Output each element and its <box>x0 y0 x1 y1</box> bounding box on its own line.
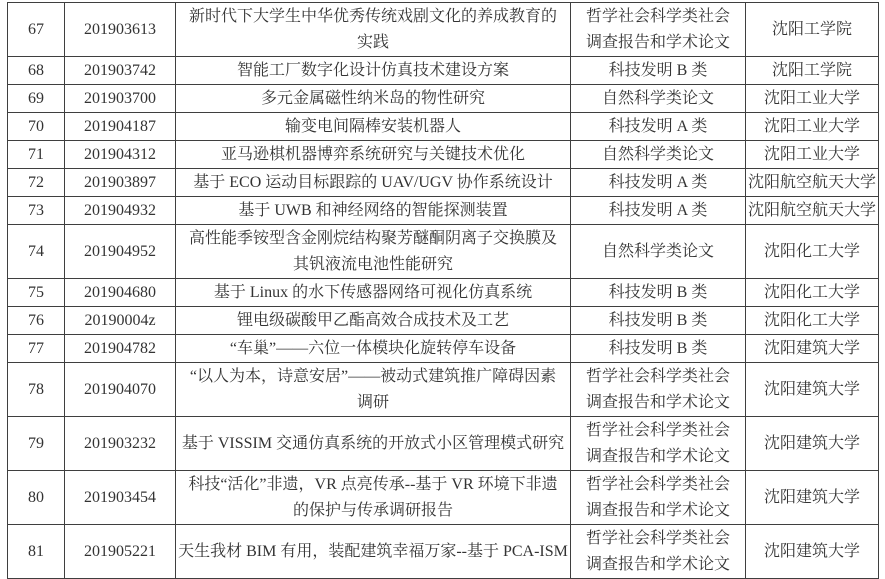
project-title-cell <box>176 417 571 470</box>
text-line: 科技发明 B 类 <box>608 339 708 357</box>
table-row <box>8 279 878 307</box>
text-line: 201904680 <box>84 283 156 301</box>
text-line: 68 <box>28 61 44 79</box>
text-line: 20190004z <box>84 311 156 329</box>
text-line: 201903897 <box>84 173 156 191</box>
project-title-cell <box>176 307 571 334</box>
text-line: 沈阳工学院 <box>771 20 852 38</box>
text-line: 哲学社会科学类社会 <box>585 367 730 385</box>
text-line: 201903742 <box>84 61 156 79</box>
serial-number-cell <box>8 3 65 56</box>
text-line: 科技发明 A 类 <box>608 117 708 135</box>
text-line: 沈阳工业大学 <box>763 145 860 163</box>
project-title-cell <box>176 197 571 224</box>
text-line: 201905221 <box>84 542 156 560</box>
university-cell <box>746 197 878 224</box>
text-line: 实践 <box>356 33 389 51</box>
project-title-cell <box>176 169 571 196</box>
text-line: 调查报告和学术论文 <box>585 501 730 519</box>
project-title-cell <box>176 471 571 524</box>
text-line: 201904070 <box>84 380 156 398</box>
university-cell <box>746 57 878 84</box>
table-row <box>8 3 878 57</box>
project-id-cell <box>65 363 176 416</box>
award-category-cell <box>571 279 746 306</box>
project-id-cell <box>65 471 176 524</box>
text-line: 哲学社会科学类社会 <box>585 421 730 439</box>
project-title-cell <box>176 525 571 578</box>
project-id-cell <box>65 197 176 224</box>
university-cell <box>746 471 878 524</box>
project-title-cell <box>176 113 571 140</box>
university-cell <box>746 307 878 334</box>
text-line: 哲学社会科学类社会 <box>585 529 730 547</box>
text-line: 沈阳化工大学 <box>763 283 860 301</box>
project-title-cell <box>176 85 571 112</box>
serial-number-cell <box>8 363 65 416</box>
text-line: 多元金属磁性纳米岛的物性研究 <box>260 89 485 107</box>
text-line: 沈阳航空航天大学 <box>747 201 876 219</box>
text-line: 基于 ECO 运动目标跟踪的 UAV/UGV 协作系统设计 <box>193 173 553 191</box>
award-category-cell <box>571 141 746 168</box>
text-line: 其钒液流电池性能研究 <box>292 255 453 273</box>
serial-number-cell <box>8 57 65 84</box>
text-line: 调查报告和学术论文 <box>585 33 730 51</box>
table-row <box>8 335 878 363</box>
table-row <box>8 307 878 335</box>
project-title-cell <box>176 57 571 84</box>
text-line: 科技“活化”非遗，VR 点亮传承--基于 VR 环境下非遗 <box>188 475 558 493</box>
text-line: 沈阳工业大学 <box>763 89 860 107</box>
text-line: 调查报告和学术论文 <box>585 447 730 465</box>
serial-number-cell <box>8 225 65 278</box>
table-row <box>8 85 878 113</box>
text-line: 70 <box>28 117 44 135</box>
award-category-cell <box>571 85 746 112</box>
text-line: 74 <box>28 242 44 260</box>
table-row <box>8 197 878 225</box>
project-title-cell <box>176 225 571 278</box>
text-line: 科技发明 A 类 <box>608 201 708 219</box>
serial-number-cell <box>8 85 65 112</box>
projects-table <box>7 2 879 579</box>
table-row <box>8 113 878 141</box>
text-line: 基于 Linux 的水下传感器网络可视化仿真系统 <box>213 283 533 301</box>
text-line: 沈阳建筑大学 <box>763 434 860 452</box>
text-line: 新时代下大学生中华优秀传统戏剧文化的养成教育的 <box>188 7 557 25</box>
project-id-cell <box>65 417 176 470</box>
text-line: 输变电间隔棒安装机器人 <box>284 117 461 135</box>
project-id-cell <box>65 279 176 306</box>
project-id-cell <box>65 3 176 56</box>
serial-number-cell <box>8 113 65 140</box>
project-id-cell <box>65 307 176 334</box>
text-line: 77 <box>28 339 44 357</box>
university-cell <box>746 169 878 196</box>
text-line: 201904312 <box>84 145 156 163</box>
text-line: 75 <box>28 283 44 301</box>
serial-number-cell <box>8 169 65 196</box>
text-line: 201904782 <box>84 339 156 357</box>
university-cell <box>746 141 878 168</box>
text-line: 201903232 <box>84 434 156 452</box>
text-line: 自然科学类论文 <box>601 242 714 260</box>
project-id-cell <box>65 225 176 278</box>
project-id-cell <box>65 85 176 112</box>
text-line: 科技发明 B 类 <box>608 311 708 329</box>
table-row <box>8 525 878 579</box>
text-line: 沈阳建筑大学 <box>763 542 860 560</box>
award-category-cell <box>571 471 746 524</box>
serial-number-cell <box>8 471 65 524</box>
table-row <box>8 141 878 169</box>
award-category-cell <box>571 169 746 196</box>
text-line: 哲学社会科学类社会 <box>585 7 730 25</box>
text-line: 76 <box>28 311 44 329</box>
text-line: 201904952 <box>84 242 156 260</box>
serial-number-cell <box>8 417 65 470</box>
serial-number-cell <box>8 525 65 578</box>
text-line: 80 <box>28 488 44 506</box>
project-id-cell <box>65 141 176 168</box>
university-cell <box>746 225 878 278</box>
text-line: 72 <box>28 173 44 191</box>
text-line: 天生我材 BIM 有用，装配建筑幸福万家--基于 PCA-ISM <box>178 542 568 560</box>
table-row <box>8 225 878 279</box>
text-line: 沈阳化工大学 <box>763 311 860 329</box>
text-line: “以人为本，诗意安居”——被动式建筑推广障碍因素 <box>189 367 557 385</box>
serial-number-cell <box>8 307 65 334</box>
text-line: 的保护与传承调研报告 <box>292 501 453 519</box>
award-category-cell <box>571 113 746 140</box>
text-line: 73 <box>28 201 44 219</box>
project-id-cell <box>65 335 176 362</box>
text-line: 79 <box>28 434 44 452</box>
text-line: 201903700 <box>84 89 156 107</box>
university-cell <box>746 3 878 56</box>
university-cell <box>746 417 878 470</box>
award-category-cell <box>571 225 746 278</box>
text-line: 81 <box>28 542 44 560</box>
text-line: 锂电级碳酸甲乙酯高效合成技术及工艺 <box>236 311 509 329</box>
project-title-cell <box>176 363 571 416</box>
award-category-cell <box>571 335 746 362</box>
text-line: 哲学社会科学类社会 <box>585 475 730 493</box>
serial-number-cell <box>8 279 65 306</box>
text-line: 调查报告和学术论文 <box>585 393 730 411</box>
text-line: 201904932 <box>84 201 156 219</box>
university-cell <box>746 113 878 140</box>
text-line: 201903454 <box>84 488 156 506</box>
serial-number-cell <box>8 335 65 362</box>
project-id-cell <box>65 113 176 140</box>
text-line: 69 <box>28 89 44 107</box>
table-row <box>8 57 878 85</box>
table-row <box>8 169 878 197</box>
text-line: 基于 VISSIM 交通仿真系统的开放式小区管理模式研究 <box>181 434 565 452</box>
project-id-cell <box>65 525 176 578</box>
project-title-cell <box>176 3 571 56</box>
text-line: 201903613 <box>84 20 156 38</box>
text-line: 科技发明 B 类 <box>608 61 708 79</box>
project-title-cell <box>176 335 571 362</box>
text-line: 沈阳工业大学 <box>763 117 860 135</box>
text-line: “车巢”——六位一体模块化旋转停车设备 <box>229 339 517 357</box>
award-category-cell <box>571 197 746 224</box>
text-line: 自然科学类论文 <box>601 145 714 163</box>
project-title-cell <box>176 279 571 306</box>
text-line: 沈阳建筑大学 <box>763 380 860 398</box>
text-line: 67 <box>28 20 44 38</box>
university-cell <box>746 279 878 306</box>
text-line: 智能工厂数字化设计仿真技术建设方案 <box>236 61 509 79</box>
university-cell <box>746 363 878 416</box>
text-line: 亚马逊棋机器博弈系统研究与关键技术优化 <box>220 145 525 163</box>
project-id-cell <box>65 169 176 196</box>
serial-number-cell <box>8 197 65 224</box>
serial-number-cell <box>8 141 65 168</box>
text-line: 沈阳航空航天大学 <box>747 173 876 191</box>
text-line: 沈阳化工大学 <box>763 242 860 260</box>
text-line: 科技发明 A 类 <box>608 173 708 191</box>
text-line: 调查报告和学术论文 <box>585 555 730 573</box>
text-line: 201904187 <box>84 117 156 135</box>
university-cell <box>746 85 878 112</box>
award-category-cell <box>571 417 746 470</box>
table-row <box>8 363 878 417</box>
text-line: 基于 UWB 和神经网络的智能探测装置 <box>238 201 508 219</box>
university-cell <box>746 335 878 362</box>
award-category-cell <box>571 363 746 416</box>
award-category-cell <box>571 3 746 56</box>
award-category-cell <box>571 57 746 84</box>
table-row <box>8 417 878 471</box>
project-title-cell <box>176 141 571 168</box>
university-cell <box>746 525 878 578</box>
award-category-cell <box>571 525 746 578</box>
text-line: 沈阳工学院 <box>771 61 852 79</box>
text-line: 沈阳建筑大学 <box>763 339 860 357</box>
text-line: 调研 <box>356 393 389 411</box>
project-id-cell <box>65 57 176 84</box>
text-line: 71 <box>28 145 44 163</box>
text-line: 高性能季铵型含金刚烷结构聚芳醚酮阴离子交换膜及 <box>188 229 557 247</box>
text-line: 沈阳建筑大学 <box>763 488 860 506</box>
text-line: 78 <box>28 380 44 398</box>
text-line: 自然科学类论文 <box>601 89 714 107</box>
award-category-cell <box>571 307 746 334</box>
table-row <box>8 471 878 525</box>
text-line: 科技发明 B 类 <box>608 283 708 301</box>
